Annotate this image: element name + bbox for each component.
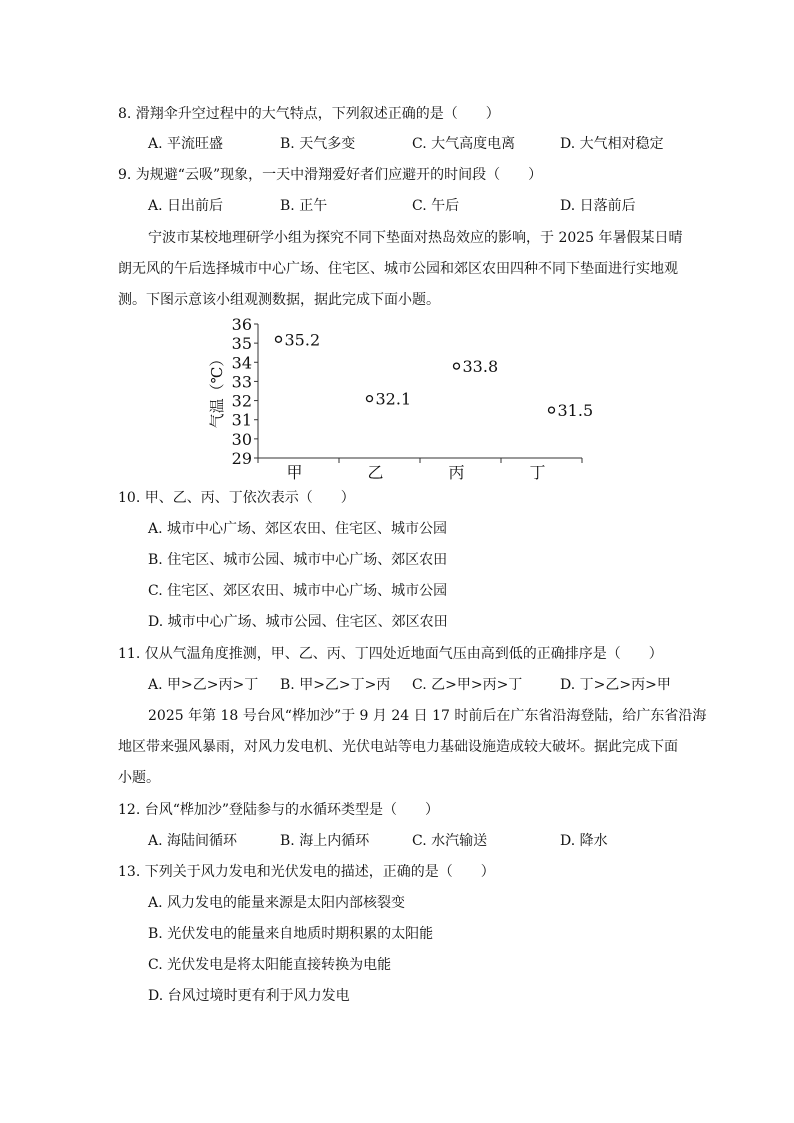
q10-option-b: B. 住宅区、城市公园、城市中心广场、郊区农田	[148, 552, 448, 568]
q13-option-b: B. 光伏发电的能量来自地质时期积累的太阳能	[148, 926, 434, 942]
x-tick-label: 丙	[448, 463, 465, 482]
q9-option-c: C. 午后	[412, 198, 460, 214]
x-tick-label: 乙	[367, 463, 384, 482]
x-tick-label: 丁	[529, 463, 546, 482]
q11-option-c: C. 乙>甲>丙>丁	[412, 677, 523, 693]
passage2-line-1: 2025 年第 18 号台风“桦加沙”于 9 月 24 日 17 时前后在广东省沿海登陆，给广东省沿海	[148, 708, 707, 724]
q11-option-d: D. 丁>乙>丙>甲	[560, 677, 671, 693]
q11-option-a: A. 甲>乙>丙>丁	[148, 677, 259, 693]
passage1-line-1: 宁波市某校地理研学小组为探究不同下垫面对热岛效应的影响，于 2025 年暑假某日晴	[148, 230, 683, 246]
y-tick-label: 32	[231, 391, 252, 411]
passage2-line-2: 地区带来强风暴雨，对风力发电机、光伏电站等电力基础设施造成较大破坏。据此完成下面	[118, 739, 678, 755]
data-label: 32.1	[375, 389, 412, 409]
q12-option-b: B. 海上内循环	[280, 833, 370, 849]
y-axis-label: 气温（℃）	[208, 351, 226, 429]
q13-option-c: C. 光伏发电是将太阳能直接转换为电能	[148, 957, 392, 973]
passage2-line-3: 小题。	[118, 770, 160, 786]
q8-option-d: D. 大气相对稳定	[560, 136, 664, 152]
chart-marks	[232, 315, 593, 482]
temperature-chart	[200, 310, 600, 485]
q8-option-c: C. 大气高度电离	[412, 136, 516, 152]
y-tick-label: 30	[231, 429, 252, 449]
passage1-line-3: 测。下图示意该小组观测数据，据此完成下面小题。	[118, 292, 440, 308]
q10-option-c: C. 住宅区、郊区农田、城市中心广场、城市公园	[148, 583, 448, 599]
data-label: 35.2	[284, 330, 321, 350]
q13-option-a: A. 风力发电的能量来源是太阳内部核裂变	[148, 895, 406, 911]
q12-stem: 12. 台风“桦加沙”登陆参与的水循环类型是（ ）	[118, 802, 440, 818]
y-tick-label: 35	[231, 334, 252, 354]
data-point	[454, 363, 460, 369]
q8-option-b: B. 天气多变	[280, 136, 356, 152]
q8-option-a: A. 平流旺盛	[148, 136, 224, 152]
y-tick-label: 34	[231, 353, 252, 373]
data-label: 31.5	[557, 401, 594, 421]
y-tick-label: 31	[231, 410, 252, 430]
q8-options	[0, 134, 794, 154]
data-label: 33.8	[462, 357, 499, 377]
q12-option-d: D. 降水	[560, 833, 608, 849]
q11-stem: 11. 仅从气温角度推测，甲、乙、丙、丁四处近地面气压由高到低的正确排序是（ ）	[118, 646, 663, 662]
q13-option-d: D. 台风过境时更有利于风力发电	[148, 988, 350, 1004]
q10-option-d: D. 城市中心广场、城市公园、住宅区、郊区农田	[148, 614, 448, 630]
y-tick-label: 36	[231, 315, 252, 334]
q10-option-a: A. 城市中心广场、郊区农田、住宅区、城市公园	[148, 521, 448, 537]
data-point	[276, 336, 282, 342]
data-point	[549, 407, 555, 413]
q11-option-b: B. 甲>乙>丁>丙	[280, 677, 391, 693]
q12-option-a: A. 海陆间循环	[148, 833, 238, 849]
q13-stem: 13. 下列关于风力发电和光伏发电的描述，正确的是（ ）	[118, 864, 495, 880]
q9-option-b: B. 正午	[280, 198, 328, 214]
q8-stem: 8. 滑翔伞升空过程中的大气特点，下列叙述正确的是（ ）	[118, 106, 500, 122]
passage1-line-2: 朗无风的午后选择城市中心广场、住宅区、城市公园和郊区农田四种不同下垫面进行实地观	[118, 261, 678, 277]
x-tick-label: 甲	[286, 463, 303, 482]
q9-option-a: A. 日出前后	[148, 198, 224, 214]
data-point	[367, 396, 373, 402]
q11-options	[0, 675, 794, 695]
q9-options	[0, 196, 794, 216]
q9-option-d: D. 日落前后	[560, 198, 636, 214]
q12-options	[0, 831, 794, 851]
y-tick-label: 33	[231, 372, 252, 392]
y-tick-label: 29	[231, 449, 252, 468]
q10-stem: 10. 甲、乙、丙、丁依次表示（ ）	[118, 490, 355, 506]
q9-stem: 9. 为规避“云吸”现象，一天中滑翔爱好者们应避开的时间段（ ）	[118, 167, 543, 183]
q12-option-c: C. 水汽输送	[412, 833, 488, 849]
